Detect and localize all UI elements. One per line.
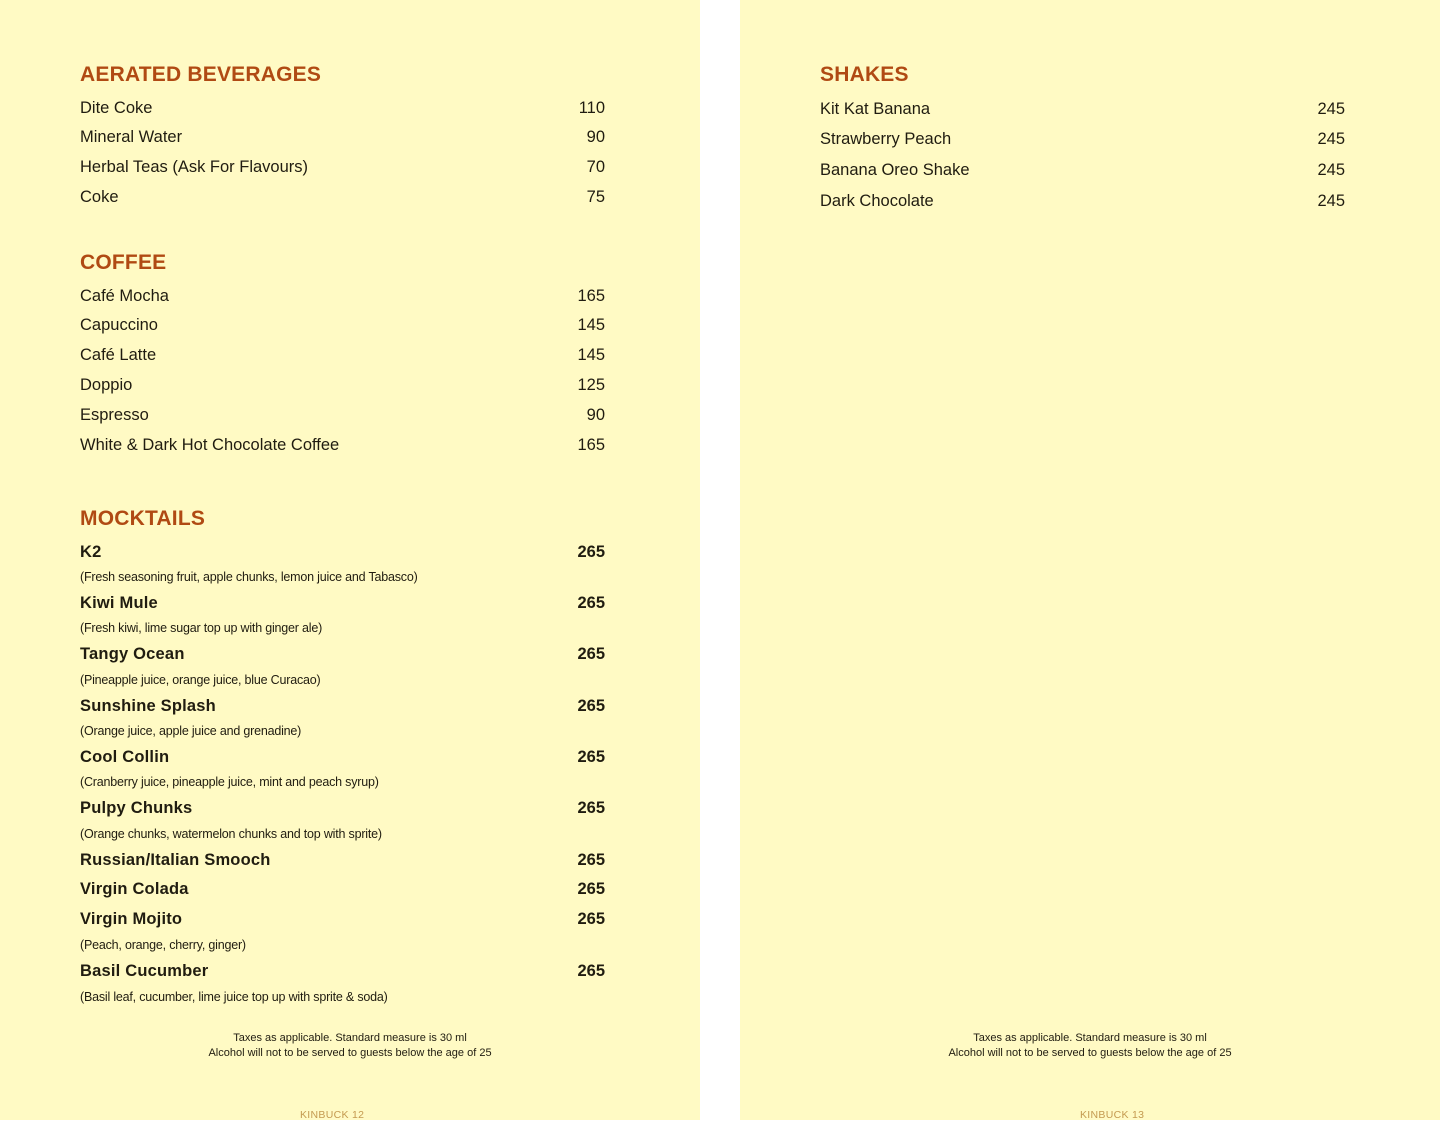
menu-item-name: Kiwi Mule (80, 594, 158, 612)
menu-item-price: 265 (577, 748, 605, 766)
menu-item-name: Herbal Teas (Ask For Flavours) (80, 158, 309, 176)
menu-item-description: (Fresh kiwi, lime sugar top up with ginger ale) (80, 621, 323, 635)
menu-item-price: 245 (1317, 130, 1345, 148)
footer-taxes-line: Taxes as applicable. Standard measure is 30 ml (973, 1032, 1207, 1044)
menu-item-name: Doppio (80, 376, 133, 394)
menu-item-name: Espresso (80, 406, 149, 424)
menu-item-description: (Peach, orange, cherry, ginger) (80, 938, 246, 952)
menu-page-left (0, 0, 700, 1120)
menu-item-price: 165 (577, 287, 605, 305)
menu-item-price: 265 (577, 962, 605, 980)
menu-item-name: Capuccino (80, 316, 158, 334)
menu-item-price: 245 (1317, 100, 1345, 118)
menu-item-price: 75 (586, 188, 605, 206)
menu-item-description: (Cranberry juice, pineapple juice, mint and peach syrup) (80, 775, 379, 789)
menu-item-name: Coke (80, 188, 119, 206)
footer-alcohol-line: Alcohol will not to be served to guests below the age of 25 (208, 1047, 492, 1059)
menu-item-name: Virgin Mojito (80, 910, 183, 928)
menu-item-price: 145 (577, 346, 605, 364)
footer-note (740, 1031, 1440, 1061)
menu-item-price: 245 (1317, 192, 1345, 210)
menu-item-price: 90 (586, 406, 605, 424)
menu-item-name: Kit Kat Banana (820, 100, 931, 118)
menu-item-name: Pulpy Chunks (80, 799, 193, 817)
menu-item-price: 110 (578, 99, 605, 117)
page-number-label: KINBUCK 12 (300, 1109, 365, 1121)
menu-item-name: Cool Collin (80, 748, 170, 766)
section-title-coffee: COFFEE (80, 251, 167, 274)
menu-item-description: (Pineapple juice, orange juice, blue Curacao) (80, 673, 321, 687)
menu-item-price: 90 (586, 128, 605, 146)
menu-item-description: (Orange chunks, watermelon chunks and top with sprite) (80, 827, 382, 841)
menu-item-name: Tangy Ocean (80, 645, 185, 663)
menu-item-name: K2 (80, 543, 102, 561)
section-title-aerated-beverages: AERATED BEVERAGES (80, 63, 322, 86)
footer-note (0, 1031, 700, 1061)
menu-item-name: Mineral Water (80, 128, 183, 146)
menu-item-price: 265 (577, 594, 605, 612)
menu-item-price: 265 (577, 910, 605, 928)
menu-item-price: 265 (577, 645, 605, 663)
menu-item-name: Dark Chocolate (820, 192, 934, 210)
page-number-label: KINBUCK 13 (1080, 1109, 1145, 1121)
menu-page-right (740, 0, 1440, 1120)
menu-item-price: 265 (577, 543, 605, 561)
menu-item-price: 245 (1317, 161, 1345, 179)
section-title-mocktails: MOCKTAILS (80, 507, 206, 530)
menu-item-name: Café Mocha (80, 287, 169, 305)
menu-item-price: 125 (577, 376, 605, 394)
menu-item-name: Banana Oreo Shake (820, 161, 970, 179)
menu-item-price: 265 (577, 880, 605, 898)
menu-item-name: Strawberry Peach (820, 130, 952, 148)
menu-item-price: 265 (577, 851, 605, 869)
menu-item-name: Basil Cucumber (80, 962, 209, 980)
menu-item-description: (Fresh seasoning fruit, apple chunks, lemon juice and Tabasco) (80, 570, 418, 584)
menu-item-name: Russian/Italian Smooch (80, 851, 271, 869)
footer-taxes-line: Taxes as applicable. Standard measure is 30 ml (233, 1032, 467, 1044)
menu-item-name: Café Latte (80, 346, 157, 364)
menu-item-description: (Basil leaf, cucumber, lime juice top up with sprite & soda) (80, 990, 388, 1004)
menu-item-description: (Orange juice, apple juice and grenadine) (80, 724, 302, 738)
menu-item-name: Dite Coke (80, 99, 153, 117)
section-title-shakes: SHAKES (820, 63, 909, 86)
menu-item-price: 265 (577, 697, 605, 715)
menu-item-price: 165 (577, 436, 605, 454)
menu-item-price: 145 (577, 316, 605, 334)
footer-alcohol-line: Alcohol will not to be served to guests below the age of 25 (948, 1047, 1232, 1059)
menu-item-name: White & Dark Hot Chocolate Coffee (80, 436, 340, 454)
menu-item-price: 265 (577, 799, 605, 817)
menu-item-name: Virgin Colada (80, 880, 189, 898)
menu-item-price: 70 (586, 158, 605, 176)
menu-item-name: Sunshine Splash (80, 697, 216, 715)
